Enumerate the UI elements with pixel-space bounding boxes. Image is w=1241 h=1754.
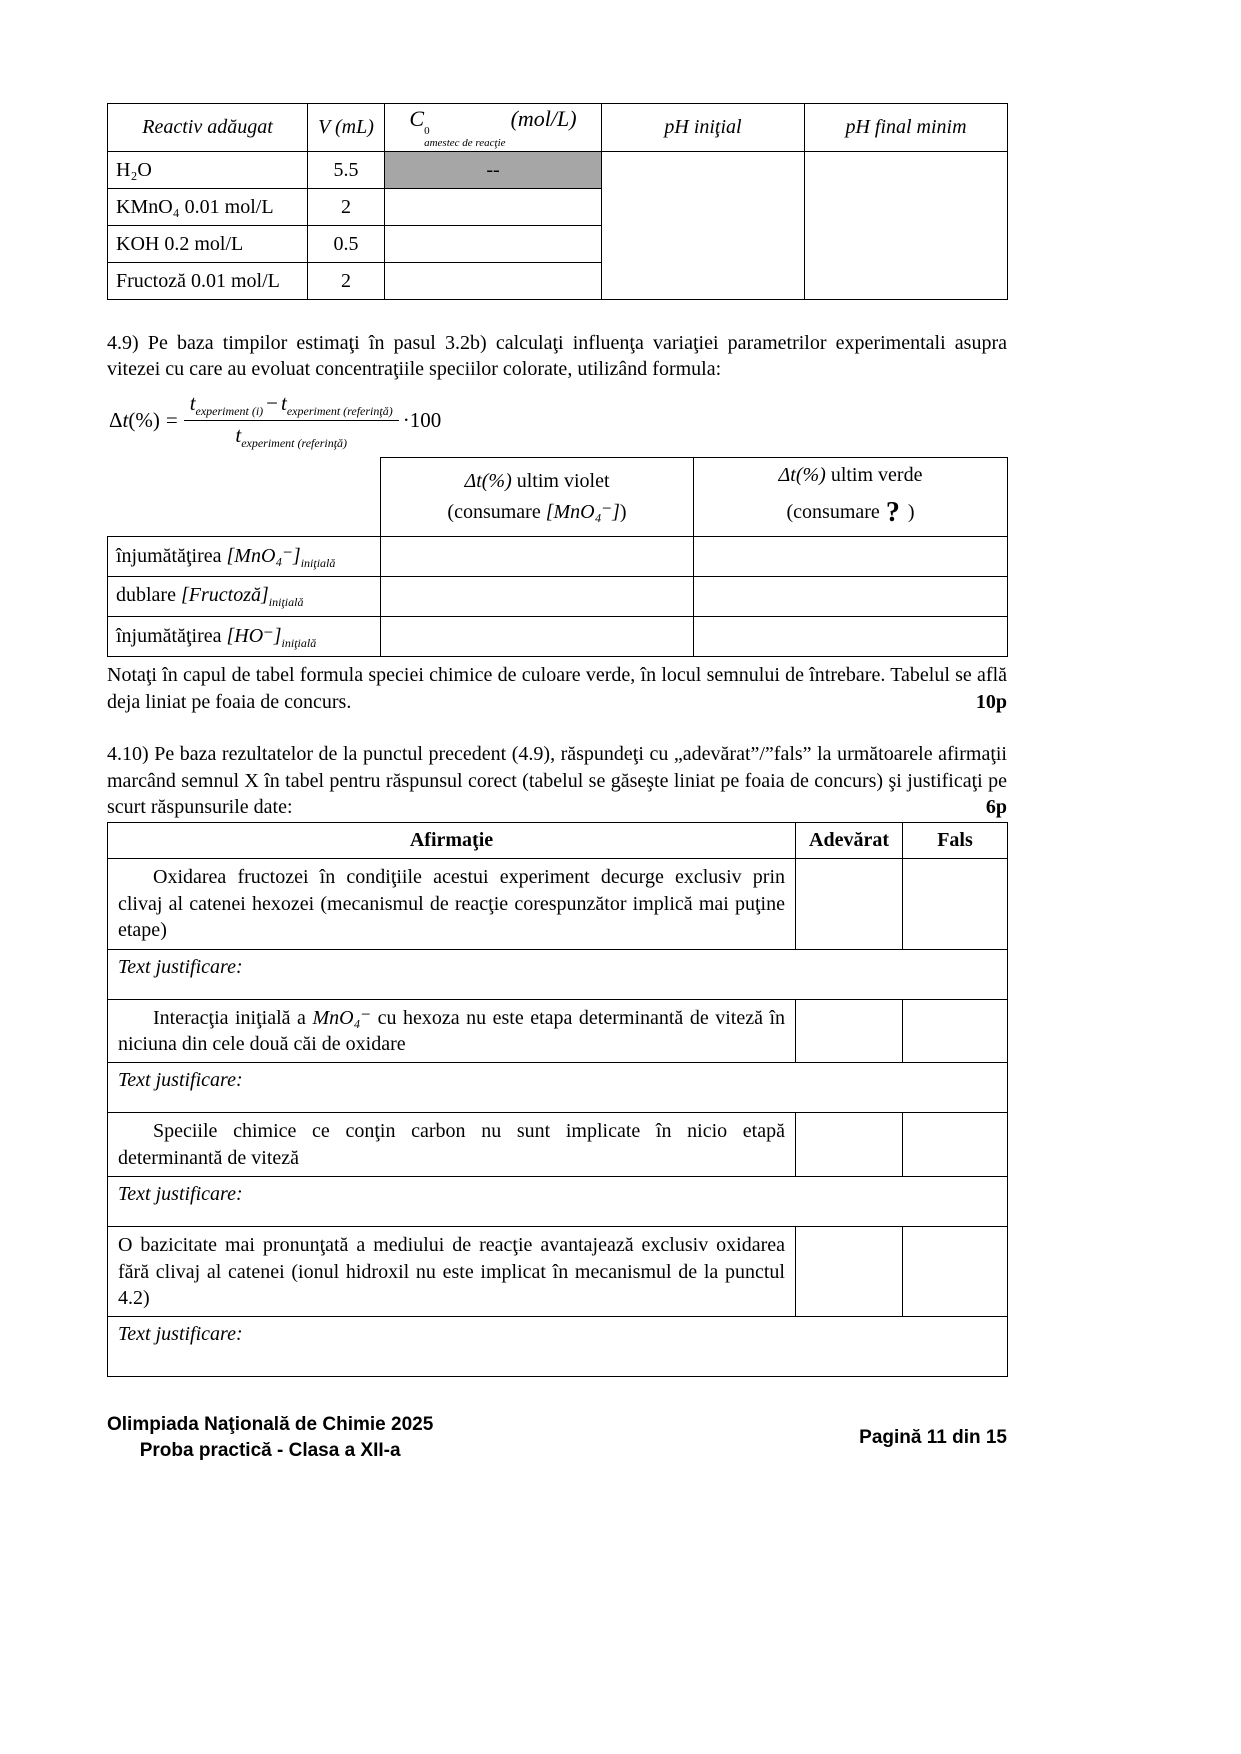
statement-pre: Speciile chimice ce conţin carbon nu sunt implicate în nicio etapă determinantă de viteză <box>118 1120 785 1169</box>
statement-row-4 <box>108 1227 1008 1317</box>
delta-t-row-fructoza <box>108 577 1008 617</box>
conc-superscript: 0 <box>424 125 430 137</box>
fals-answer-cell <box>903 1227 1008 1317</box>
statement-row-2 <box>108 999 1008 1063</box>
justificare-label: Text justificare: <box>118 955 243 978</box>
ph-final-answer-cell <box>805 152 1008 300</box>
minus-sign: − <box>266 390 279 415</box>
reagents-table <box>107 103 1008 300</box>
reagent-name: H₂O <box>108 152 308 189</box>
justificare-cell <box>108 1063 1008 1113</box>
delta-symbol: Δ <box>109 408 123 433</box>
conc-unit: (mol/L) <box>510 106 577 131</box>
header-violet-line2 <box>389 497 685 528</box>
delta-t-math: Δt(%) <box>464 470 512 493</box>
reagent-name: Fructoză 0.01 mol/L <box>108 263 308 300</box>
question-mark: ? <box>885 497 900 529</box>
t-experiment-i-sub: experiment (i) <box>195 404 264 419</box>
header-violet-line1 <box>389 466 685 497</box>
fals-answer-cell <box>903 999 1008 1063</box>
reagent-volume: 0.5 <box>308 226 385 263</box>
statements-table <box>107 822 1008 1377</box>
delta-t-formula <box>109 391 1007 451</box>
paragraph-4-9-text: 4.9) Pe baza timpilor estimaţi în pasul 3.2b) calculaţi influenţa variaţiei parametrilor experimentali asupra vitezei cu care au evoluat concentraţiile speciilor colorate, utilizând formula: <box>107 332 1007 381</box>
justificare-label: Text justificare: <box>118 1069 243 1092</box>
delta-verde-answer-cell <box>694 577 1008 617</box>
col-header-afirmatie: Afirmaţie <box>108 823 796 859</box>
adevarat-answer-cell <box>796 999 903 1063</box>
delta-t-math: Δt(%) <box>778 464 826 487</box>
footer-left <box>107 1412 433 1463</box>
equals-sign: = <box>165 408 178 433</box>
col-header-adevarat: Adevărat <box>796 823 903 859</box>
delta-violet-answer-cell <box>381 537 694 577</box>
justificare-row-4 <box>108 1317 1008 1377</box>
conc-symbol: C <box>409 106 425 131</box>
page-footer <box>107 1412 1007 1463</box>
species-label: [HO⁻] <box>226 624 282 647</box>
footer-page-number: Pagină 11 din 15 <box>859 1426 1007 1448</box>
justificare-cell <box>108 1317 1008 1377</box>
col-header-verde <box>694 458 1008 537</box>
paragraph-4-10-text: 4.10) Pe baza rezultatelor de la punctul precedent (4.9), răspundeţi cu „adevărat”/”fals” la următoarele afirmaţii marcând semnul X în tabel pentru răspunsul corect (tabelul se găseşte liniat pe foaia de concurs) şi justificaţi pe scurt răspunsurile date: <box>107 743 1007 818</box>
delta-verde-answer-cell <box>694 537 1008 577</box>
reagents-header-row <box>108 104 1008 152</box>
t-experiment-ref: t <box>235 423 242 448</box>
consume-post: ) <box>907 501 915 524</box>
formula-lhs <box>109 408 184 433</box>
table-row-h2o <box>108 152 1008 189</box>
points-badge-6p: 6p <box>985 795 1007 818</box>
col-header-ph-initial: pH iniţial <box>602 104 805 152</box>
statement-text <box>108 859 796 949</box>
t-experiment-ref-sub: experiment (referinţă) <box>286 404 393 419</box>
statement-pre: O bazicitate mai pronunţată a mediului de reacţie avantajează exclusiv oxidarea fără clivaj al catenei (ionul hidroxil nu este implicat în mecanismul de la punctul 4.2) <box>118 1234 785 1309</box>
formula-fraction <box>184 391 399 451</box>
consume-post: ) <box>619 501 627 524</box>
statement-text <box>108 1227 796 1317</box>
reagent-name: KMnO₄ 0.01 mol/L <box>108 189 308 226</box>
mno4-species: [MnO₄⁻] <box>545 501 620 524</box>
header-verde-line2 <box>702 491 999 534</box>
justificare-cell <box>108 949 1008 999</box>
percent-symbol: (%) <box>128 408 160 433</box>
reagent-volume: 2 <box>308 189 385 226</box>
justificare-row-3 <box>108 1177 1008 1227</box>
action-label: dublare <box>116 583 176 606</box>
statement-text <box>108 999 796 1063</box>
col-header-volum: V (mL) <box>308 104 385 152</box>
footer-exam-subtitle: Proba practică - Clasa a XII-a <box>139 1439 401 1461</box>
species-label: [MnO₄⁻] <box>226 544 301 567</box>
adevarat-answer-cell <box>796 859 903 949</box>
formula-denominator <box>235 421 347 451</box>
note-4-9-text: Notaţi în capul de tabel formula speciei chimice de culoare verde, în locul semnului de întrebare. Tabelul se află deja liniat pe foaia de concurs. <box>107 664 1007 713</box>
concentration-formula <box>409 106 577 149</box>
adevarat-answer-cell <box>796 1227 903 1317</box>
statement-row-1 <box>108 859 1008 949</box>
t-symbol: t <box>122 408 129 433</box>
reagent-volume: 2 <box>308 263 385 300</box>
delta-t-row-ho <box>108 617 1008 657</box>
delta-violet-answer-cell <box>381 577 694 617</box>
delta-verde-answer-cell <box>694 617 1008 657</box>
justificare-row-1 <box>108 949 1008 999</box>
row-label-double-fructoza <box>108 577 381 617</box>
fals-answer-cell <box>903 1113 1008 1177</box>
consume-pre: (consumare <box>786 501 880 524</box>
justificare-cell <box>108 1177 1008 1227</box>
verde-label: ultim verde <box>830 464 923 487</box>
times-100: ·100 <box>402 408 442 433</box>
t-experiment-ref-sub: experiment (referinţă) <box>241 436 348 451</box>
fals-answer-cell <box>903 859 1008 949</box>
col-header-fals: Fals <box>903 823 1008 859</box>
delta-t-table <box>107 457 1008 657</box>
action-label: înjumătăţirea <box>116 544 222 567</box>
reagent-volume: 5.5 <box>308 152 385 189</box>
col-header-violet <box>381 458 694 537</box>
statements-header-row <box>108 823 1008 859</box>
statement-text <box>108 1113 796 1177</box>
delta-t-header-row <box>108 458 1008 537</box>
adevarat-answer-cell <box>796 1113 903 1177</box>
concentration-cell <box>385 226 602 263</box>
conc-subscript: amestec de reacţie <box>424 136 506 149</box>
delta-t-row-mno4 <box>108 537 1008 577</box>
header-verde-line1 <box>702 460 999 491</box>
statement-row-3 <box>108 1113 1008 1177</box>
paragraph-4-9 <box>107 330 1007 383</box>
justificare-row-2 <box>108 1063 1008 1113</box>
formula-numerator <box>184 391 399 422</box>
row-label-halve-ho <box>108 617 381 657</box>
violet-label: ultim violet <box>516 470 610 493</box>
consume-pre: (consumare <box>447 501 541 524</box>
reagent-name: KOH 0.2 mol/L <box>108 226 308 263</box>
statement-species: MnO₄⁻ <box>312 1006 372 1029</box>
col-header-reactiv: Reactiv adăugat <box>108 104 308 152</box>
initial-subscript: iniţială <box>300 555 336 570</box>
points-badge-10p: 10p <box>975 690 1007 713</box>
delta-violet-answer-cell <box>381 617 694 657</box>
initial-subscript: iniţială <box>268 594 304 609</box>
t-experiment-ref: t <box>281 390 287 415</box>
justificare-label: Text justificare: <box>118 1183 243 1206</box>
row-label-halve-mno4 <box>108 537 381 577</box>
statement-pre: Oxidarea fructozei în condiţiile acestui experiment decurge exclusiv prin clivaj al catenei hexozei (mecanismul de reacţie corespunzător implică mai puţine etape) <box>118 866 785 942</box>
concentration-cell <box>385 263 602 300</box>
concentration-cell <box>385 189 602 226</box>
page-content <box>107 103 1007 1377</box>
statement-post: cu hexoza nu este etapa determinantă de viteză în niciuna din cele două căi de oxidare <box>118 1006 786 1055</box>
action-label: înjumătăţirea <box>116 624 222 647</box>
justificare-label: Text justificare: <box>118 1323 243 1346</box>
col-header-ph-final: pH final minim <box>805 104 1008 152</box>
initial-subscript: iniţială <box>281 635 317 650</box>
species-label: [Fructoză] <box>180 583 269 606</box>
t-experiment-i: t <box>189 390 196 415</box>
corner-empty-cell <box>108 458 381 537</box>
statement-pre: Interacţia iniţială a <box>153 1006 306 1029</box>
note-4-9 <box>107 662 1007 715</box>
ph-initial-answer-cell <box>602 152 805 300</box>
footer-olympiad-title: Olimpiada Naţională de Chimie 2025 <box>107 1414 434 1435</box>
col-header-concentration <box>385 104 602 152</box>
paragraph-4-10 <box>107 741 1007 820</box>
concentration-cell-na: -- <box>385 152 602 189</box>
